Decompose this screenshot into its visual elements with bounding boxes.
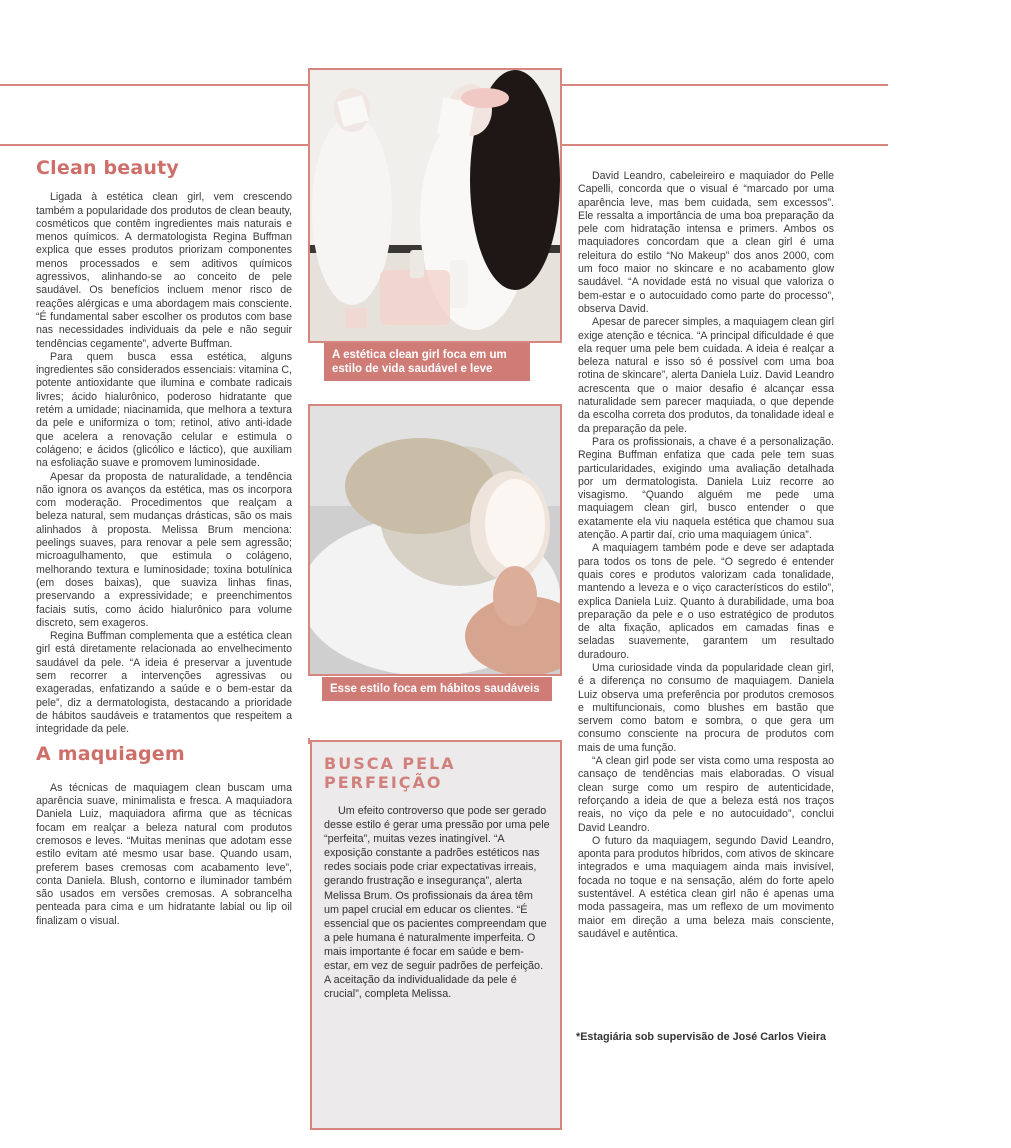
header-rule-right [562,144,888,146]
photo-caption: A estética clean girl foca em um estilo de vida saudável e leve [324,343,530,381]
header-rule-left [0,144,308,146]
top-rule-left [0,84,308,86]
photo-woman-face-mask-lying [308,404,562,676]
photo-caption: Esse estilo foca em hábitos saudáveis [322,677,552,701]
sidebar-paragraph: Um efeito controverso que pode ser gerado desse estilo é gerar uma pressão por uma pele “perfeita”, muitas vezes inatingível. “A exposição constante a padrões estéticos nas redes sociais pode criar expectativas irreais, gerando frustração e insegurança”, alerta Melissa Brum. Os profissionais da área têm um papel crucial em educar os clientes. “É essencial que os pacientes compreendam que a pele humana é naturalmente imperfeita. O mais importante é focar em saúde e bem-estar, em vez de seguir padrões de perfeição. A aceitação da individualidade da pele é crucial”, completa Melissa. [324,805,550,1001]
paragraph: Ligada à estética clean girl, vem crescendo também a popularidade dos produtos de clean beauty, cosméticos que contêm ingredientes mais naturais e menos químicos. A dermatologista Regina Buffman explica que esses produtos priorizam componentes menos processados e sem aditivos químicos agressivos, alinhando-se ao conceito de pele saudável. Os benefícios incluem menor risco de reações alérgicas e uma abordagem mais consciente. “É fundamental saber escolher os produtos com base nas necessidades individuais da pele e não seguir tendências cegamente”, adverte Buffman. [36,191,292,350]
top-rule-right [562,84,888,86]
photo-mirror-face-masks [308,68,562,343]
paragraph: Regina Buffman complementa que a estética clean girl está diretamente relacionada ao envelhecimento saudável da pele. “A ideia é preservar a juventude sem recorrer a intervenções agressivas ou exageradas, enfatizando a saúde e o bem-estar da pele”, diz a dermatologista, destacando a prioridade de hábitos saudáveis e tratamentos que respeitem a integridade da pele. [36,630,292,736]
left-column [36,157,292,928]
paragraph: As técnicas de maquiagem clean buscam uma aparência suave, minimalista e fresca. A maquiadora Daniela Luiz, maquiadora afirma que as técnicas focam em realçar a beleza natural com produtos cremosos e leves. “Muitas meninas que adotam esse estilo evitam até mesmo usar base. Quando usam, preferem bases cremosas com acabamento leve”, conta Daniela. Blush, contorno e iluminador também são usados em versões cremosas. A sobrancelha penteada para cima e um hidratante labial ou lip oil finalizam o visual. [36,781,292,927]
sidebar-body [324,804,550,1001]
paragraph: A maquiagem também pode e deve ser adaptada para todos os tons de pele. “O segredo é entender quais cores e produtos valorizam cada tonalidade, mantendo a leveza e o viço característicos do estilo”, explica Daniela Luiz. Quanto à durabilidade, uma boa preparação da pele e o uso estratégico de produtos de alta fixação, aplicados em camadas finas e seladas suavemente, garantem um resultado duradouro. [578,542,834,661]
paragraph: Uma curiosidade vinda da popularidade clean girl, é a diferença no consumo de maquiagem. Daniela Luiz observa uma preferência por produtos cremosos e multifuncionais, como blushes em bastão que servem como batom e sombra, o que gera um consumo consciente na procura de produtos com mais de uma função. [578,661,834,754]
sidebar-title-line1: BUSCA PELA [324,754,456,773]
sidebar-box-busca-pela-perfeicao [310,740,562,1130]
paragraph: “A clean girl pode ser vista como uma resposta ao cansaço de tendências mais elaboradas. O visual clean surge como um respiro de autenticidade, reforçando a ideia de que a beleza está nos traços reais, no viço da pele e no autocuidado”, conclui David Leandro. [578,755,834,834]
paragraph: Para quem busca essa estética, alguns ingredientes são considerados essenciais: vitamina C, potente antioxidante que ilumina e combate radicais livres; ácido hialurônico, poderoso hidratante que retém a umidade; niacinamida, que melhora a textura da pele e uniformiza o tom; retinol, ativo anti-idade que acelera a renovação celular e estimula o colágeno; e ácidos (glicólico e láctico), que auxiliam na esfoliação suave e promovem luminosidade. [36,350,292,470]
section-heading-a-maquiagem: A maquiagem [36,743,185,766]
paragraph: O futuro da maquiagem, segundo David Leandro, aponta para produtos híbridos, com ativos de skincare integrados e uma maquiagem ainda mais invisível, focada no toque e na sensação, além do forte apelo sustentável. A estética clean girl não é apenas uma moda passageira, mas um reflexo de um movimento maior em direção a uma beleza mais consciente, saudável e autêntica. [578,834,834,940]
paragraph: Apesar de parecer simples, a maquiagem clean girl exige atenção e técnica. “A principal dificuldade é que ela requer uma pele bem cuidada. A ideia é realçar a beleza natural e isso só é possível com uma boa rotina de skincare”, alerta Daniela Luiz. David Leandro acrescenta que o maior desafio é alcançar essa naturalidade sem parecer maquiada, o que depende da escolha correta dos produtos, da tonalidade ideal e da preparação da pele. [578,316,834,435]
paragraph: Apesar da proposta de naturalidade, a tendência não ignora os avanços da estética, mas os incorpora com moderação. Procedimentos que realçam a beleza natural, sem mudanças drásticas, são os mais alinhados à proposta. Melissa Brum menciona: peelings suaves, para renovar a pele sem agressão; microagulhamento, que estimula o colágeno, melhorando textura e luminosidade; toxina botulínica (em doses baixas), que suaviza linhas finas, preservando a expressividade; e preenchimentos faciais sutis, como ácido hialurônico para volume discreto, sem exageros. [36,470,292,629]
section-heading-clean-beauty: Clean beauty [36,157,180,179]
sidebar-title-line2: PERFEIÇÃO [324,773,443,792]
paragraph: Para os profissionais, a chave é a personalização. Regina Buffman enfatiza que cada pele tem suas particularidades, exigindo uma avaliação detalhada por um dermatologista. Daniela Luiz recorre ao visagismo. “Quando alguém me pede uma maquiagem clean girl, busco entender o que exatamente ela viu naquela estética que chamou sua atenção. A partir daí, crio uma maquiagem única”. [578,435,834,542]
right-column [578,170,834,941]
footnote-byline: *Estagiária sob supervisão de José Carlos Vieira [576,1031,827,1043]
paragraph: David Leandro, cabeleireiro e maquiador do Pelle Capelli, concorda que o visual é “marcado por uma aparência leve, mas bem cuidada, sem excessos”. Ele ressalta a importância de uma boa preparação da pele com hidratação intensa e primers. Ambos os maquiadores concordam que a clean girl é uma releitura do estilo “No Makeup” dos anos 2000, com um foco maior no skincare e no acabamento glow saudável. “A novidade está no visual que valoriza o bem-estar e o autocuidado como parte do processo”, observa David. [578,170,834,315]
